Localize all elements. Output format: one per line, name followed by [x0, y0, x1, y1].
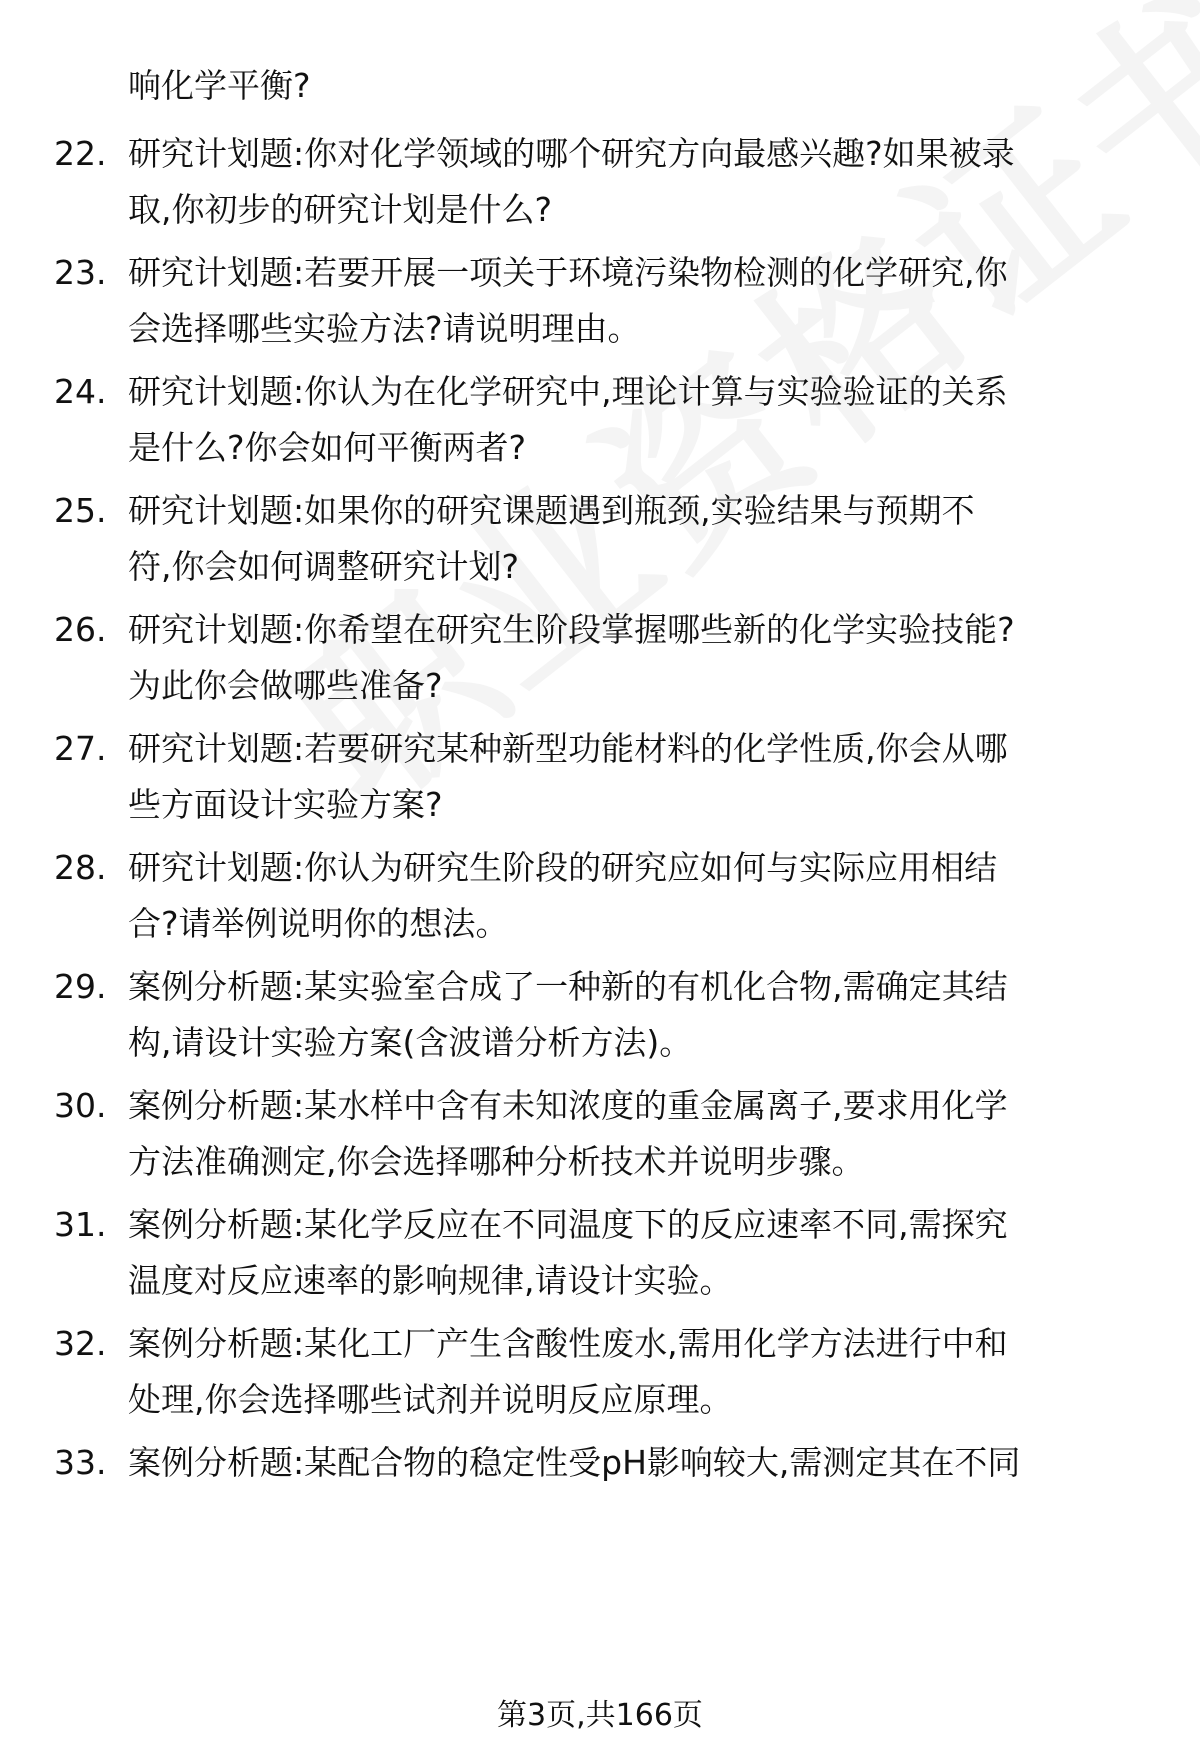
- question-number: 23.: [54, 253, 107, 292]
- question-text-line: 方法准确测定,你会选择哪种分析技术并说明步骤。: [128, 1142, 865, 1181]
- question-number: 25.: [54, 491, 107, 530]
- question-text-line: 研究计划题:若要研究某种新型功能材料的化学性质,你会从哪: [128, 729, 1008, 768]
- question-text-line: 符,你会如何调整研究计划?: [128, 547, 520, 586]
- question-number: 32.: [54, 1324, 107, 1363]
- question-number: 27.: [54, 729, 107, 768]
- question-text-line: 研究计划题:你对化学领域的哪个研究方向最感兴趣?如果被录: [128, 134, 1015, 173]
- question-text-line: 些方面设计实验方案?: [128, 785, 443, 824]
- question-text-line: 处理,你会选择哪些试剂并说明反应原理。: [128, 1380, 733, 1419]
- question-number: 28.: [54, 848, 107, 887]
- question-text-line: 合?请举例说明你的想法。: [128, 904, 509, 943]
- question-text-line: 案例分析题:某水样中含有未知浓度的重金属离子,要求用化学: [128, 1086, 1008, 1125]
- question-number: 31.: [54, 1205, 107, 1244]
- question-text-line: 研究计划题:你认为在化学研究中,理论计算与实验验证的关系: [128, 372, 1008, 411]
- question-text-line: 案例分析题:某实验室合成了一种新的有机化合物,需确定其结: [128, 967, 1008, 1006]
- question-text-line: 为此你会做哪些准备?: [128, 666, 443, 705]
- question-text-line: 研究计划题:你希望在研究生阶段掌握哪些新的化学实验技能?: [128, 610, 1015, 649]
- question-text-line: 案例分析题:某化工厂产生含酸性废水,需用化学方法进行中和: [128, 1324, 1008, 1363]
- question-text-line: 案例分析题:某配合物的稳定性受pH影响较大,需测定其在不同: [128, 1443, 1021, 1482]
- question-number: 22.: [54, 134, 107, 173]
- question-number: 29.: [54, 967, 107, 1006]
- question-text-line: 会选择哪些实验方法?请说明理由。: [128, 309, 641, 348]
- question-text-line: 案例分析题:某化学反应在不同温度下的反应速率不同,需探究: [128, 1205, 1008, 1244]
- question-text-line: 温度对反应速率的影响规律,请设计实验。: [128, 1261, 733, 1300]
- question-number: 33.: [54, 1443, 107, 1482]
- question-text-line: 构,请设计实验方案(含波谱分析方法)。: [128, 1023, 693, 1062]
- continuation-line: 响化学平衡?: [128, 66, 311, 105]
- question-number: 24.: [54, 372, 107, 411]
- question-text-line: 研究计划题:你认为研究生阶段的研究应如何与实际应用相结: [128, 848, 998, 887]
- question-text-line: 是什么?你会如何平衡两者?: [128, 428, 527, 467]
- question-number: 26.: [54, 610, 107, 649]
- question-number: 30.: [54, 1086, 107, 1125]
- question-text-line: 研究计划题:若要开展一项关于环境污染物检测的化学研究,你: [128, 253, 1008, 292]
- question-text-line: 取,你初步的研究计划是什么?: [128, 190, 553, 229]
- page-footer: 第3页,共166页: [497, 1698, 703, 1733]
- question-text-line: 研究计划题:如果你的研究课题遇到瓶颈,实验结果与预期不: [128, 491, 975, 530]
